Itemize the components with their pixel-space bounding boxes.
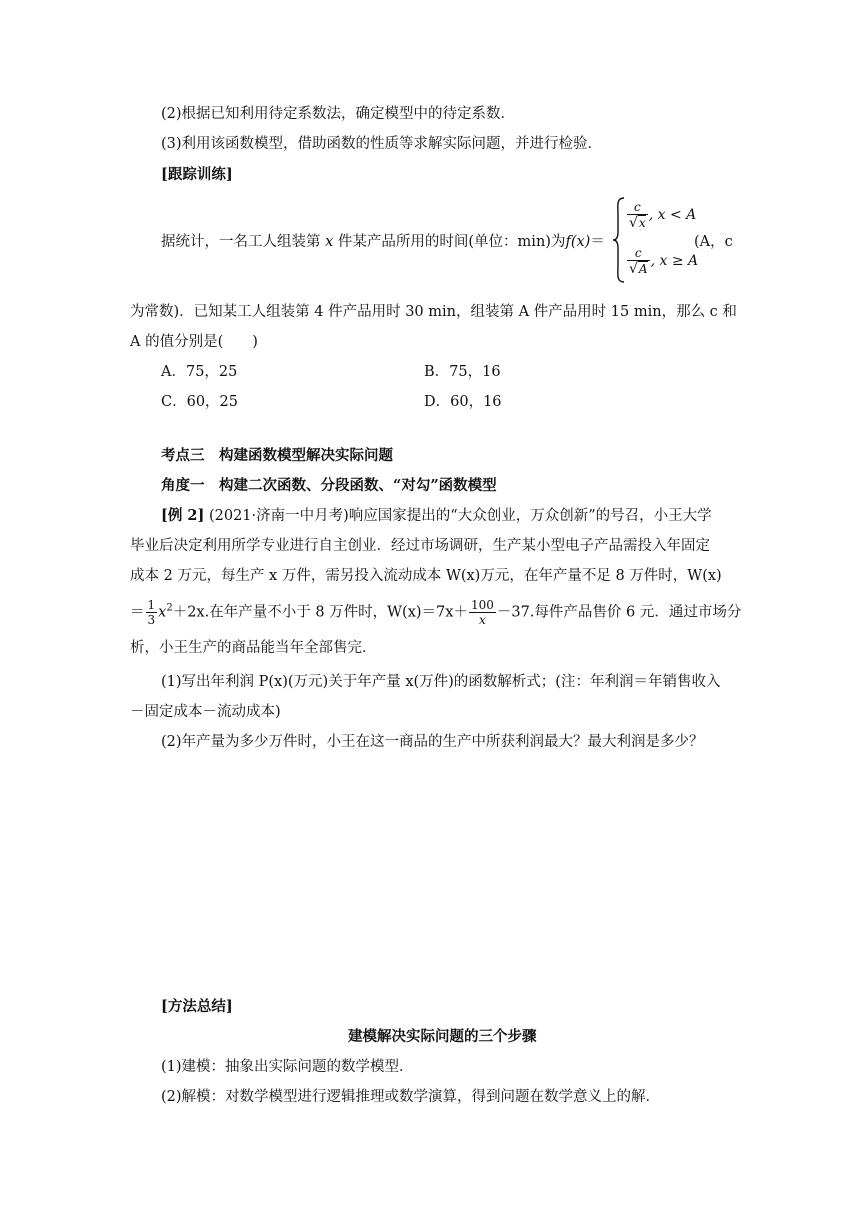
- example-line4: ＝ $\frac{1}{3}$ $x^2+2x$.在年产量不小于 8 万件时，W(x)＝7x＋ $\frac{100}{x}$ －37.每件产品售价 6 元．通过市场分: [130, 598, 742, 627]
- summary-title: 建模解决实际问题的三个步骤: [348, 1028, 537, 1045]
- piece1-cond: , x < A: [648, 207, 697, 223]
- piece2-cond: , x ≥ A: [650, 253, 699, 269]
- option-b: B．75，16: [424, 364, 501, 380]
- option-a: A．75，25: [161, 364, 238, 380]
- section-title: 考点三 构建函数模型解决实际问题: [161, 447, 393, 464]
- piece-1: [626, 200, 696, 230]
- practice-params: (A，c: [694, 234, 733, 250]
- stem-part1: 据统计，一名工人组装第: [161, 234, 321, 250]
- question-2: (2)年产量为多少万件时，小王在这一商品的生产中所获利润最大？最大利润是多少？: [161, 734, 704, 750]
- example-line5: 析，小王生产的商品能当年全部售完．: [130, 640, 377, 656]
- stem-eq: ＝: [590, 234, 605, 250]
- stem-x: x: [325, 234, 334, 250]
- piece-2: [626, 246, 698, 276]
- piece2-den: A: [638, 262, 648, 276]
- practice-line2: 为常数)．已知某工人组装第 4 件产品用时 30 min，组装第 A 件产品用时 15 min，那么 c 和: [130, 304, 737, 320]
- practice-header: [跟踪训练]: [161, 166, 233, 183]
- summary-step-1: (1)建模：抽象出实际问题的数学模型．: [161, 1059, 414, 1075]
- angle-title: 角度一 构建二次函数、分段函数、“对勾”函数模型: [161, 477, 497, 494]
- example-line3: 成本 2 万元，每生产 x 万件，需另投入流动成本 W(x)万元，在年产量不足 8 万件时，W(x): [130, 568, 722, 584]
- left-brace: [612, 196, 626, 284]
- fraction-100-over-x: $\frac{100}{x}$: [470, 598, 494, 627]
- piece1-num: c: [633, 200, 641, 214]
- intro-step-2: (2)根据已知利用待定系数法，确定模型中的待定系数．: [161, 106, 516, 122]
- example-tag: [例 2]: [161, 507, 205, 524]
- practice-stem: [161, 232, 605, 252]
- example-line2: 毕业后决定利用所学专业进行自主创业．经过市场调研，生产某小型电子产品需投入年固定: [130, 538, 710, 554]
- fraction-one-third: $\frac{1}{3}$: [147, 598, 156, 627]
- piece2-fraction: $\frac{c}{√A}$: [629, 246, 648, 277]
- intro-step-3: (3)利用该函数模型，借助函数的性质等求解实际问题，并进行检验．: [161, 136, 603, 152]
- stem-fx: f(x): [565, 234, 591, 250]
- practice-line3: A 的值分别是( ): [130, 334, 258, 350]
- question-1-line1: (1)写出年利润 P(x)(万元)关于年产量 x(万件)的函数解析式；(注：年利润＝年销售收入: [161, 674, 721, 690]
- example-line1-text: (2021·济南一中月考)响应国家提出的“大众创业，万众创新”的号召，小王大学: [208, 508, 712, 524]
- stem-part2: 件某产品所用的时间(单位：min)为: [337, 234, 566, 250]
- option-c: C．60，25: [161, 394, 238, 410]
- option-d: D．60，16: [424, 394, 502, 410]
- summary-step-2: (2)解模：对数学模型进行逻辑推理或数学演算，得到问题在数学意义上的解．: [161, 1089, 661, 1105]
- piece2-num: c: [634, 246, 642, 260]
- summary-header: [方法总结]: [161, 998, 233, 1015]
- question-1-line2: －固定成本－流动成本): [130, 704, 281, 720]
- example-line1: [161, 506, 712, 526]
- piece1-den: x: [638, 216, 646, 230]
- piece1-fraction: $\frac{c}{√x}$: [629, 200, 646, 231]
